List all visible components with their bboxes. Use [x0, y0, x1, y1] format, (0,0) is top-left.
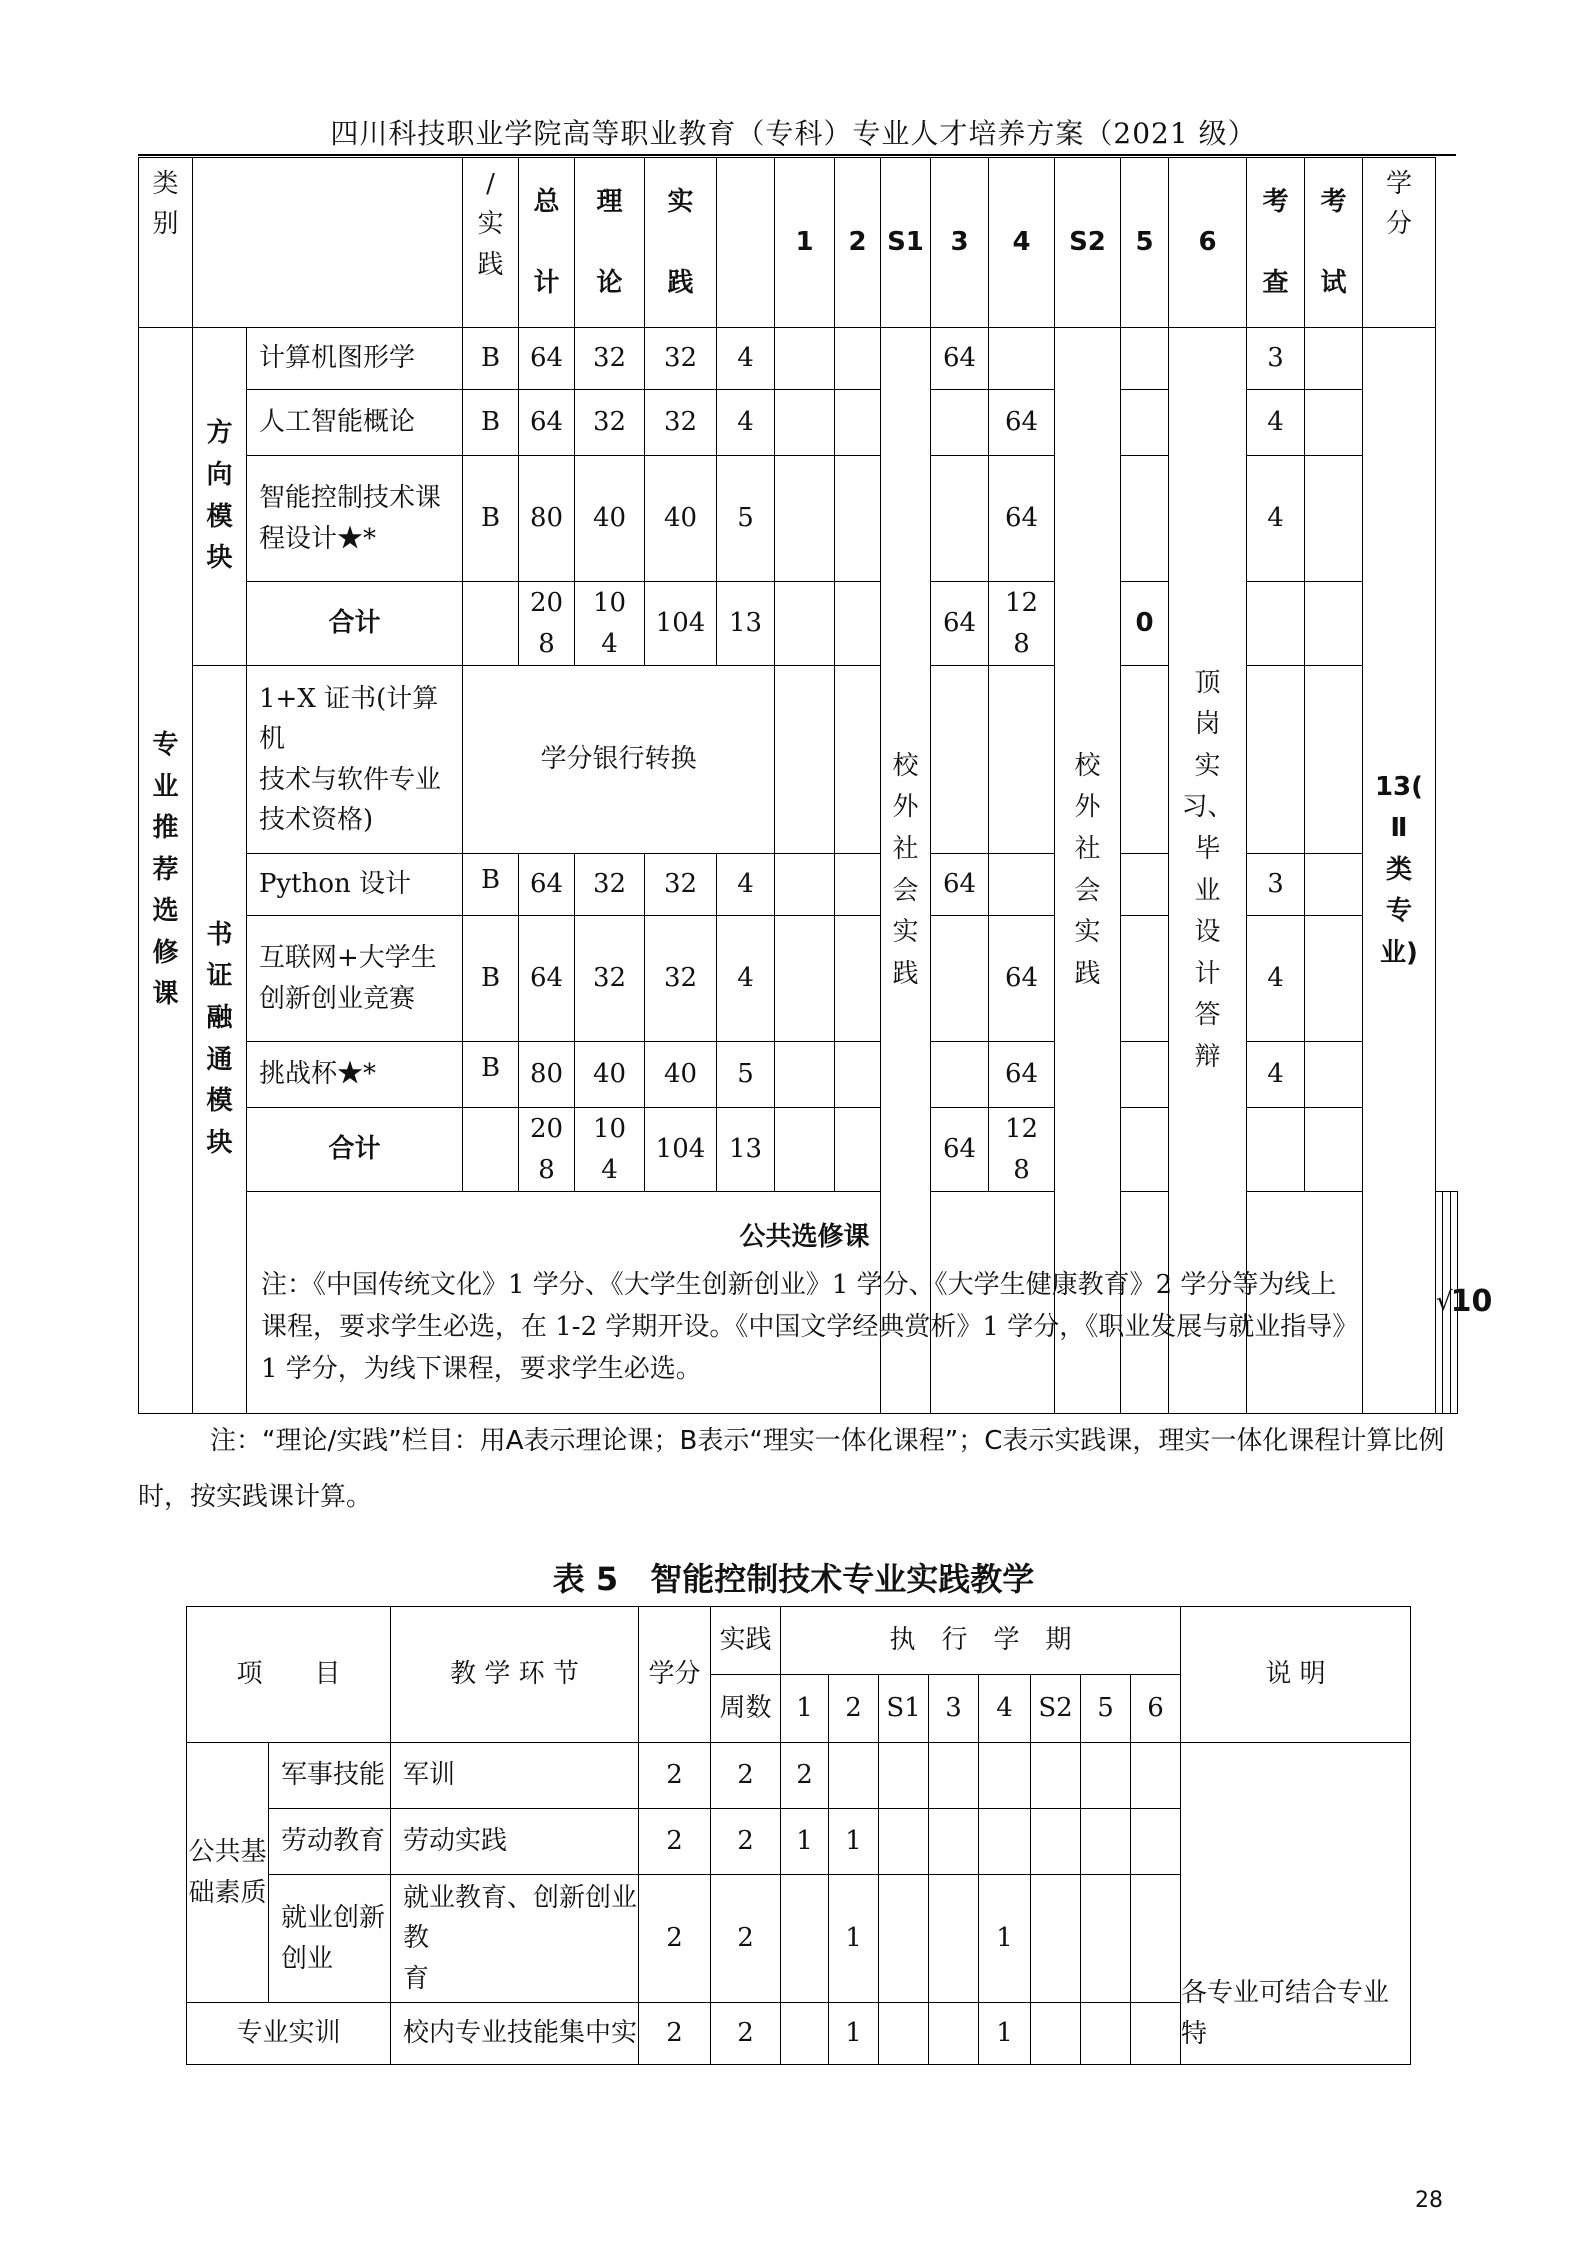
module-direction: 方 向 模 块 — [193, 328, 247, 666]
table-header-row — [187, 1607, 1411, 1675]
header-term-3: 3 — [931, 158, 989, 328]
course-type: B — [463, 1042, 519, 1108]
course-total: 80 — [519, 456, 575, 582]
weeks: 2 — [711, 1809, 781, 1875]
header-term-3: 3 — [929, 1675, 979, 1743]
course-check: 4 — [1247, 1042, 1305, 1108]
term-s2-practice: 校 外 社 会 实 践 — [1055, 328, 1121, 1414]
header-item: 项 目 — [187, 1607, 391, 1743]
course-theory: 40 — [575, 1042, 645, 1108]
course-term-4: 64 — [989, 916, 1055, 1042]
subtotal-label: 合计 — [247, 1108, 463, 1192]
table-row — [139, 854, 1458, 916]
course-practice: 32 — [645, 854, 717, 916]
public-elective-row — [139, 1192, 1458, 1414]
course-theory: 32 — [575, 854, 645, 916]
header-rule — [138, 154, 1456, 156]
subtotal-practice: 104 — [645, 1108, 717, 1192]
header-term-5: 5 — [1121, 158, 1169, 328]
course-practice: 32 — [645, 916, 717, 1042]
header-weeks-top: 实践 — [711, 1607, 781, 1675]
course-check: 3 — [1247, 328, 1305, 390]
course-practice: 32 — [645, 390, 717, 456]
course-name: 1+X 证书(计算机 技术与软件专业 技术资格) — [247, 666, 463, 854]
table-5-title: 表 5 智能控制技术专业实践教学 — [552, 1560, 1035, 1598]
page-number: 28 — [1415, 2188, 1443, 2213]
header-term-5: 5 — [1081, 1675, 1131, 1743]
header-term-s2: S2 — [1055, 158, 1121, 328]
header-remark: 说 明 — [1181, 1607, 1411, 1743]
header-check: 考 查 — [1247, 158, 1305, 328]
credit: 2 — [639, 1743, 711, 1809]
course-term-4: 64 — [989, 1042, 1055, 1108]
sub-item: 专业实训 — [187, 2003, 391, 2065]
subtotal-weekly: 13 — [717, 1108, 775, 1192]
term-1: 2 — [781, 1743, 829, 1809]
subtotal-term-4: 12 8 — [989, 582, 1055, 666]
course-theory: 40 — [575, 456, 645, 582]
course-check: 4 — [1247, 456, 1305, 582]
weeks: 2 — [711, 1743, 781, 1809]
weeks: 2 — [711, 2003, 781, 2065]
teaching-link: 校内专业技能集中实 — [391, 2003, 639, 2065]
course-total: 64 — [519, 328, 575, 390]
course-weekly: 4 — [717, 328, 775, 390]
sub-item: 军事技能 — [269, 1743, 391, 1809]
course-term-3: 64 — [931, 854, 989, 916]
header-term-1: 1 — [781, 1675, 829, 1743]
course-total: 64 — [519, 916, 575, 1042]
header-term-s2: S2 — [1031, 1675, 1081, 1743]
public-elective-cell — [247, 1192, 1363, 1414]
header-exec-term: 执 行 学 期 — [781, 1607, 1181, 1675]
course-name: Python 设计 — [247, 854, 463, 916]
subtotal-label: 合计 — [247, 582, 463, 666]
public-elective-check: √ — [1436, 1192, 1443, 1414]
course-name: 挑战杯★* — [247, 1042, 463, 1108]
header-credit: 学 分 — [1363, 158, 1436, 328]
course-type: B — [463, 328, 519, 390]
header-theory: 理 论 — [575, 158, 645, 328]
teaching-link: 军训 — [391, 1743, 639, 1809]
header-type: / 实 践 — [463, 158, 519, 328]
public-elective-note: 注：《中国传统文化》1 学分、《大学生创新创业》1 学分、《大学生健康教育》2 学分等为线上课程，要求学生必选，在 1-2 学期开设。《中国文学经典赏析》1 学分，《职业发展与就业指导》1 学分，为线下课程，要求学生必选。 — [261, 1269, 1346, 1384]
sub-item: 就业创新 创业 — [269, 1875, 391, 2003]
sub-item: 劳动教育 — [269, 1809, 391, 1875]
course-name: 智能控制技术课 程设计★* — [247, 456, 463, 582]
course-theory: 32 — [575, 328, 645, 390]
course-term-3: 64 — [931, 328, 989, 390]
subtotal-term-4: 12 8 — [989, 1108, 1055, 1192]
term-1: 1 — [781, 1809, 829, 1875]
course-check: 4 — [1247, 916, 1305, 1042]
table-row — [187, 1743, 1411, 1809]
subtotal-practice: 104 — [645, 582, 717, 666]
term-6-internship: 顶 岗 实 习、 毕 业 设 计 答 辩 — [1169, 328, 1247, 1414]
course-name: 互联网+大学生 创新创业竞赛 — [247, 916, 463, 1042]
course-weekly: 4 — [717, 390, 775, 456]
course-type: B — [463, 854, 519, 916]
subtotal-row — [139, 582, 1458, 666]
term-s1-practice: 校 外 社 会 实 践 — [881, 328, 931, 1414]
credit-bank-transfer: 学分银行转换 — [463, 666, 775, 854]
header-weekly-hours — [717, 158, 775, 328]
course-theory: 32 — [575, 390, 645, 456]
course-weekly: 4 — [717, 854, 775, 916]
term-2: 1 — [829, 2003, 879, 2065]
table-header-row — [139, 158, 1458, 328]
course-term-4: 64 — [989, 456, 1055, 582]
module-certificate: 书 证 融 通 模 块 — [193, 666, 247, 1414]
category-elective-recommended: 专 业 推 荐 选 修 课 — [139, 328, 193, 1414]
header-term-s1: S1 — [881, 158, 931, 328]
credit: 2 — [639, 1809, 711, 1875]
header-weeks-bottom: 周数 — [711, 1675, 781, 1743]
subtotal-weekly: 13 — [717, 582, 775, 666]
course-weekly: 5 — [717, 1042, 775, 1108]
teaching-link: 劳动实践 — [391, 1809, 639, 1875]
table-row — [139, 1042, 1458, 1108]
term-2: 1 — [829, 1809, 879, 1875]
header-exam: 考 试 — [1305, 158, 1363, 328]
table-footnote: 注：“理论/实践”栏目：用A表示理论课；B表示“理实一体化课程”；C表示实践课，理实一体化课程计算比例时，按实践课计算。 — [138, 1426, 1445, 1512]
term-4: 1 — [979, 1875, 1031, 2003]
header-term-4: 4 — [979, 1675, 1031, 1743]
teaching-link: 就业教育、创新创业教 育 — [391, 1875, 639, 2003]
course-check: 4 — [1247, 390, 1305, 456]
subtotal-total: 20 8 — [519, 582, 575, 666]
table-row — [139, 916, 1458, 1042]
header-total: 总 计 — [519, 158, 575, 328]
course-type: B — [463, 916, 519, 1042]
course-theory: 32 — [575, 916, 645, 1042]
course-total: 64 — [519, 390, 575, 456]
remark: 各专业可结合专业特 — [1181, 1743, 1411, 2065]
subtotal-theory: 10 4 — [575, 582, 645, 666]
public-elective-credit: 10 — [1450, 1192, 1457, 1414]
header-term-s1: S1 — [879, 1675, 929, 1743]
page-header: 四川科技职业学院高等职业教育（专科）专业人才培养方案（2021 级） — [330, 117, 1257, 150]
course-total: 80 — [519, 1042, 575, 1108]
course-check: 3 — [1247, 854, 1305, 916]
weeks: 2 — [711, 1875, 781, 2003]
course-weekly: 4 — [717, 916, 775, 1042]
course-name: 人工智能概论 — [247, 390, 463, 456]
course-type: B — [463, 456, 519, 582]
credit-elective: 13( Ⅱ 类 专 业) — [1363, 328, 1436, 1414]
header-term-4: 4 — [989, 158, 1055, 328]
public-elective-title: 公共选修课 — [739, 1221, 870, 1252]
credit: 2 — [639, 1875, 711, 2003]
header-credit: 学分 — [639, 1607, 711, 1743]
header-term-2: 2 — [835, 158, 881, 328]
practice-table — [186, 1606, 1411, 2065]
course-type: B — [463, 390, 519, 456]
term-4: 1 — [979, 2003, 1031, 2065]
subtotal-term-5: 0 — [1121, 582, 1169, 666]
table-row — [139, 666, 1458, 854]
course-practice: 40 — [645, 456, 717, 582]
subtotal-term-3: 64 — [931, 1108, 989, 1192]
subtotal-total: 20 8 — [519, 1108, 575, 1192]
subtotal-theory: 10 4 — [575, 1108, 645, 1192]
table-row — [139, 456, 1458, 582]
header-term-6: 6 — [1169, 158, 1247, 328]
course-total: 64 — [519, 854, 575, 916]
course-practice: 40 — [645, 1042, 717, 1108]
subtotal-term-3: 64 — [931, 582, 989, 666]
course-weekly: 5 — [717, 456, 775, 582]
course-practice: 32 — [645, 328, 717, 390]
header-category: 类 别 — [139, 158, 193, 328]
header-practice: 实 践 — [645, 158, 717, 328]
table-row — [139, 328, 1458, 390]
course-name: 计算机图形学 — [247, 328, 463, 390]
credit: 2 — [639, 2003, 711, 2065]
subtotal-row — [139, 1108, 1458, 1192]
header-course-name — [193, 158, 463, 328]
group-public-basic: 公共基 础素质 — [187, 1743, 269, 2003]
course-table — [138, 157, 1493, 1414]
table-row — [139, 390, 1458, 456]
header-term-1: 1 — [775, 158, 835, 328]
header-term-2: 2 — [829, 1675, 879, 1743]
header-term-6: 6 — [1131, 1675, 1181, 1743]
term-2: 1 — [829, 1875, 879, 2003]
header-teaching-link: 教 学 环 节 — [391, 1607, 639, 1743]
course-term-4: 64 — [989, 390, 1055, 456]
